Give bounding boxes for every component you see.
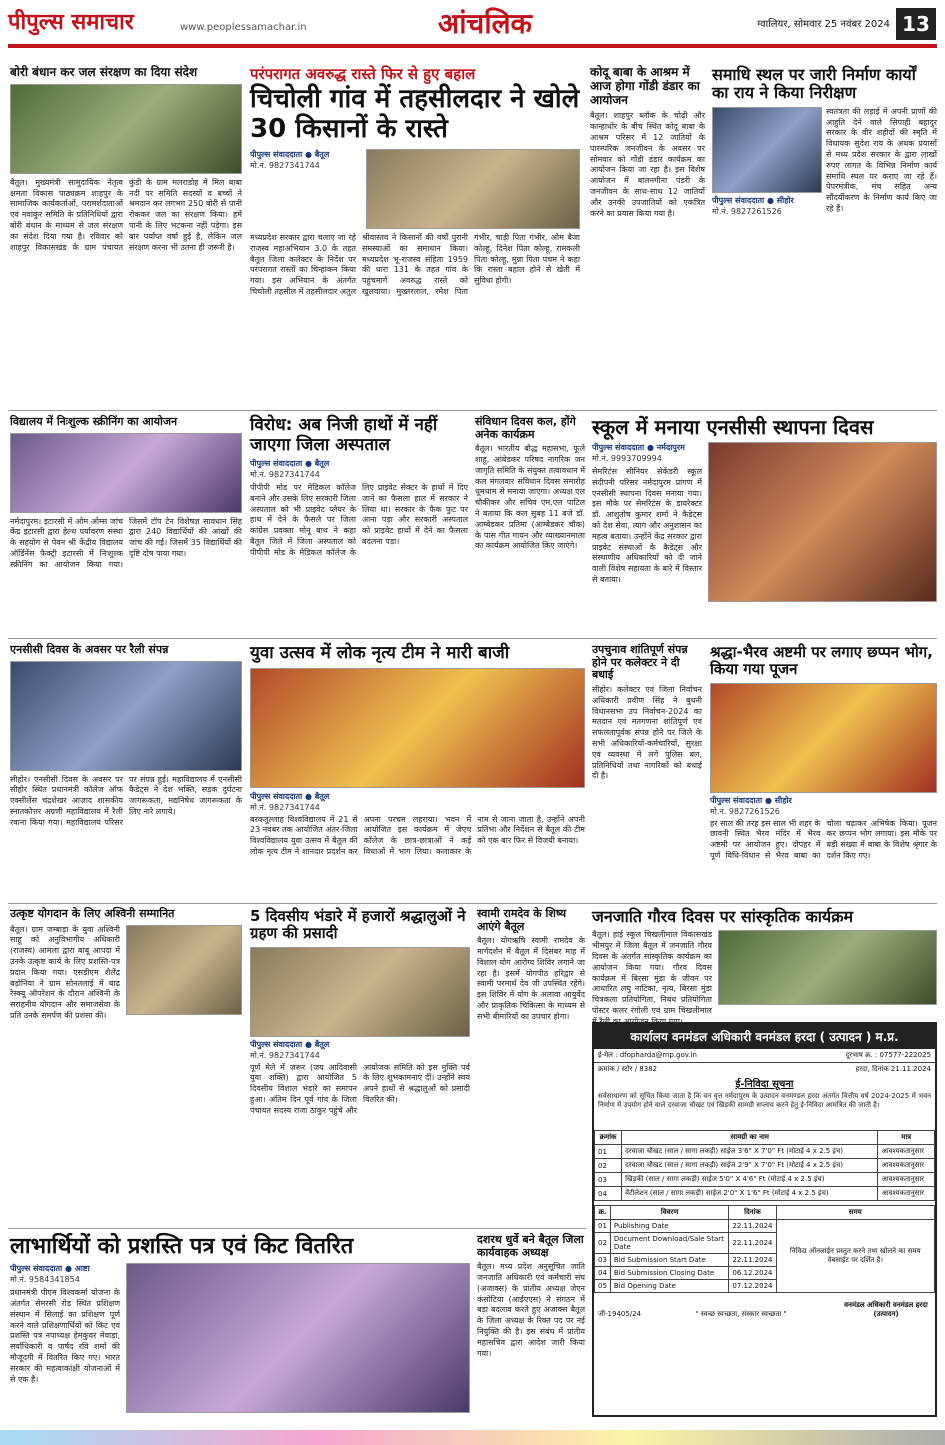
article-body: सेमरिटंस सीनियर सेकेंडरी स्कूल संदीपनी परिसर नर्मदापुरम प्रांगण में एनसीसी स्थापना दिवस मनाया गया। इस मौके पर सेमरिटंस के डायरेक्टर डॉ. आशुतोष कुमार शर्मा ने कैडेट्स को देश सेवा, त्याग और अनुशासन का महत्व बताया। उन्होंने केंद्र सरकार द्वारा प्राइवेट संस्थाओं के कैडेट्स और संस्थाणीय अधिकारियों को दी जाने वाली विशेष सहायता के बारे में विस्तार से बताया।	[592, 467, 702, 584]
article-body: स्वतंत्रता की लड़ाई में अपनी प्राणों की आहुति देने वाले सिपाही बहादुर सरकार के वीर शहीदों की स्मृति में विधायक सुदेश राय के अथक प्रयासों से मध्य प्रदेश सरकार के द्वारा लाखों रुपए लागत के विभिन्न निर्माण कार्य समाधि स्थल पर कराए जा रहे हैं। पेपरमंत्रीक, मंच सहित अन्य सौंदर्यीकरण के निर्माण कार्य किए जा रहे हैं।	[826, 106, 937, 213]
article-ramdev-disciples	[477, 908, 585, 1223]
article-samadhi-sthal	[712, 66, 937, 406]
article-body: प्रधानमंत्री पीएम विश्वकर्मा योजना के अंतर्गत सेमरसी रोड स्थित प्रशिक्षण संस्थान में सिलाई का प्रशिक्षण पूर्ण करने वाले प्रशिक्षणार्थियों को किट एवं प्रशस्ति पत्र नपाध्यक्ष हेमकुंवर मेवाड़ा, सर्वाधिकारी व पार्षद रवि शर्मा की मौजूदगी में वितरित किए गए। भारत सरकार की महत्वाकांक्षी योजनाओं में से एक है।	[10, 1288, 120, 1384]
cell: 02	[595, 1159, 622, 1173]
photo-screening	[10, 433, 242, 513]
cell: Bid Opening Date	[610, 1280, 728, 1293]
divider	[8, 638, 937, 639]
photo-inspection	[712, 107, 822, 193]
page-number: 13	[896, 8, 936, 40]
article-body: सीहोर। कलेक्टर एवं जिला निर्वाचन अधिकारी प्रवीण सिंह ने बुधनी विधानसभा उप निर्वाचन-2024 का मतदान एवं मतगणना शांतिपूर्ण एवं सफलतापूर्वक संपन्न होने पर जिले के सभी अधिकारियों-कर्मचारियों, सुरक्षा एवं व्यवस्था में लगे पुलिस बल, प्रतिनिधियों तथा नागरिकों को बधाई दी है।	[592, 684, 702, 781]
cell: Publishing Date	[610, 1220, 728, 1233]
byline: पीपुल्स संवाददाता ● बैतूल	[250, 150, 330, 160]
tender-title: कार्यालय वनमंडल अधिकारी वनमंडल हरदा ( उत्पादन ) म.प्र.	[594, 1024, 935, 1049]
byline: पीपुल्स संवाददाता ● बैतूल	[250, 1039, 330, 1049]
photo-beneficiaries	[126, 1263, 470, 1413]
article-bhairav-ashtami	[710, 644, 937, 899]
cell: 03	[595, 1173, 622, 1187]
photo-bhairav-idol	[710, 683, 937, 793]
article-body: मध्यप्रदेश सरकार द्वारा चलाए जा रहे राजस्व महाअभियान 3.0 के तहत बैतूल जिला कलेक्टर के निर्देश पर परंपरागत रास्तों का चिन्हांकन किया गया। इस अभियान के अंतर्गत चिचोली तहसील में तहसीलदार अतुल श्रीवास्तव ने किसानों की वर्षों पुरानी समस्याओं का समाधान किया। मध्यप्रदेश भू-राजस्व संहिता 1959 की धारा 131 के तहत गांव के पहुंचमार्ग अवरुद्ध रास्ते को खुलवाया। मुख्तरलाल, रमेश पिता गंभीर, चाड़ी पिता गंभीर, ओम बैजा कोल्हू, दिनेश पिता कोल्हू, रामकली पिता कोल्हू, मुन्ना पिता पंचम ने कहा कि रास्ता बहाल होने से खेती में सुविधा होगी।	[250, 233, 580, 297]
tender-ref: क्रमांक / स्टोर / 8382	[598, 1065, 658, 1073]
headline: उपचुनाव शांतिपूर्ण संपन्न होने पर कलेक्टर ने दी बधाई	[592, 643, 688, 682]
article-eye-screening	[10, 416, 242, 634]
article-body: पूर्ण मेले में ज़रूर (जय आदिवासी युवा शक्ति) द्वारा आयोजित 5 दिवसीय विशाल भंडारे का समापन हुआ। अंतिम दिन पूर्व गांव के जिला पंचायत सदस्य राजा ठाकुर पहुंचे और आयोजक समिति को इस मुक्ति पर्व के लिए शुभकामनाएं दीं। उन्होंने स्वयं अपने हाथों से श्रद्धालुओं को प्रसादी वितरित की।	[250, 1062, 470, 1115]
article-kodu-baba	[590, 66, 705, 406]
cell: दरवाजा चौखट (साल / सागा लकड़ी) साईज 3'6" X 7'0" Ft (मोटाई 4 x 2.5 इंच)	[622, 1145, 878, 1159]
mobile: मो.नं. 9827341744	[250, 470, 320, 480]
cell: 02	[595, 1233, 611, 1254]
mobile: मो.नं. 9993709994	[592, 454, 662, 463]
article-body: नर्मदापुरम। इटारसी में ओम ओम्स जांच केंद्र इटारसी द्वारा हेल्थ पर्यावरण संस्था के सहयोग से पेवन श्री केंद्रीय विद्यालय ऑर्डिनेंस फैक्ट्री इटारसी में निःशुल्क स्क्रीनिंग का आयोजन किया गया। जिसमें टॉप टेन विशेषज्ञ सावधान सिंह द्वारा 240 विद्यार्थियों की आंखों की जांच की गई। जिसमें 35 विद्यार्थियों की दृष्टि दोष पाया गया।	[10, 516, 242, 569]
col-header: क्रमांक	[595, 1131, 622, 1145]
cell: दरवाजा चौखट (साल / सागा लकड़ी) साईज 2'9" X 7'0" Ft (मोटाई 4 x 2.5 इंच)	[622, 1159, 878, 1173]
cell: 22.11.2024	[729, 1220, 776, 1233]
tender-notice-title: ई-निविदा सूचना	[735, 1079, 794, 1090]
mobile: मो.नं. 9827341744	[250, 802, 320, 812]
mobile: मो.नं. 9827341744	[250, 161, 320, 171]
article-body: बैतूल। शाहपुर ब्लॉक के चोढ़ी और कान्हाधोर के बीच स्थित कोदू बाबा के आश्रम परिसर में 12 जातियों के पारम्परिक जनजीवन के अवसर पर सोमवार को गोंडी डंडार कार्यक्रम का आयोजन किया जा रहा है। इस विशेष आयोजन में बालनगीना पंडरी के जनजीवन के साथ-साथ 12 जातियों और उनकी उपजातियों को एकत्रित करने का प्रयास किया गया है।	[590, 111, 705, 218]
byline: पीपुल्स संवाददाता ● बैतूल	[250, 459, 330, 469]
byline: पीपुल्स संवाददाता ● आष्टा	[10, 1264, 90, 1274]
divider	[8, 410, 937, 411]
tender-items-table	[594, 1130, 935, 1201]
byline: पीपुल्स संवाददाता ● सीहोर	[710, 795, 792, 805]
divider	[8, 903, 937, 904]
tender-intro: सर्वसाधारण को सूचित किया जाता है कि वन वृत्त नर्मदापुरम के उत्पादन वनमण्डल हरदा अंतर्गत वित्तीय वर्ष 2024-2025 में भवन निर्माण में उपयोग होने वाले दरवाजा चौखट एवं खिड़की सामग्री सप्लाय करने हेतु ई-निविदा आमंत्रित की जाती है।	[598, 1092, 931, 1110]
article-ashwini-honored	[10, 908, 242, 1223]
col-header: दिनांक	[729, 1206, 776, 1220]
tender-signature: वनमंडल अधिकारी वनमंडल हरदा (उत्पादन)	[844, 1301, 928, 1318]
headline: युवा उत्सव में लोक नृत्य टीम ने मारी बाजी	[250, 643, 510, 663]
headline: कोदू बाबा के आश्रम में आज होगा गोंडी डंडार का आयोजन	[590, 65, 700, 107]
tender-email[interactable]: ई-मेल : dfopharda@mp.gov.in	[598, 1051, 697, 1059]
photo-certificate	[126, 925, 242, 1015]
table-row	[595, 1159, 935, 1173]
col-header: विवरण	[610, 1206, 728, 1220]
section-title: आंचलिक	[437, 7, 533, 40]
cell: 22.11.2024	[729, 1254, 776, 1267]
cell: आवश्यकतानुसार	[878, 1159, 935, 1173]
article-chicholi-roads	[250, 66, 580, 406]
article-body: बैतूल। हाई स्कूल चिखलीमाल विकासखंड भीमपुर में जिला बैतूल में जनजाति गौरव दिवस के अंतर्गत सांस्कृतिक कार्यक्रम का आयोजन किया गया। गौरव दिवस कार्यक्रम में बिरसा मुंडा के जीवन पर आधारित लघु नाटिका, नृत्य, बिरसा मुंडा चित्रकला प्रतियोगिता, निबंध प्रतियोगिता पोस्टर कलर रंगोली एवं ग्राम चिखलीमाल	[592, 930, 712, 1015]
masthead-logo: पीपुल्स समाचार	[8, 10, 134, 35]
article-ncc-foundation	[592, 416, 937, 634]
headline: स्वामी रामदेव के शिष्य आएंगे बैतूल	[477, 907, 567, 933]
article-body: सीहोर। एनसीसी दिवस के अवसर पर सीहोर स्थित प्रधानमंत्री कॉलेज ऑफ एक्सीलेंस चंद्रशेखर आज़ाद शासकीय स्नातकोत्तर अग्रणी महाविद्यालय में रैली रवाना किया गया। महाविद्यालय परिसर पर संपन्न हुई। महाविद्यालय में एनसीसी कैडेट्स ने देश भक्ति, सड़क दुर्घटना जागरूकता, मद्यनिषेध जागरूकता के लिए नारे लगाये।	[10, 774, 242, 827]
photo-ncc-rally	[10, 661, 242, 771]
byline: पीपुल्स संवाददाता ● सीहोर	[712, 195, 794, 205]
col-header: क्र.	[595, 1206, 611, 1220]
byline: पीपुल्स संवाददाता ● बैतूल	[250, 791, 330, 801]
mobile: मो.नं. 9827261526	[710, 806, 780, 816]
photo-prasadi	[250, 947, 470, 1037]
cell: वेंटीलेशन (साल / सागा लकड़ी) साईज 2'0" X 1'6" Ft (मोटाई 4 x 2.5 इंच)	[622, 1187, 878, 1201]
headline: जनजाति गौरव दिवस पर सांस्कृतिक कार्यक्रम	[592, 907, 854, 926]
article-body: बैतूल। मुख्यमंत्री सामुदायिक नेतृत्व क्षमता विकास पाठ्यक्रम शाहपुर के सामाजिक कार्यकर्ताओं, परामर्शदाताओं एवं नवांकुर समिति के प्रतिनिधियों द्वारा बोरी बंधान के माध्यम से जल संरक्षण का संदेश दिया गया है। रविवार को शाहपुर विकासखंड के ग्राम पंचायत कुंडी के ग्राम मलराडोह में मिल बाबा नदी पर समिति सदस्यों व बच्चों ने श्रमदान कर लगभग 250 बोरी से पानी रोककर जल का संरक्षण किया। हमें पानी के लिए भटकना नहीं पड़ेगा। इस बार पर्याप्त वर्षा हुई है, लेकिन जल संरक्षण करना भी उतना ही जरूरी है।	[10, 177, 242, 252]
cell: Document Download/Sale Start Date	[610, 1233, 728, 1254]
article-body: बैतूल। मध्य प्रदेश अनुसूचित जाति जनजाति अधिकारी एवं कर्मचारी संघ (अजाक्स) के प्रांतीय अध्यक्ष जेएन कंसोटिया (आईएएस) ने संगठन में बड़ा बदलाव करते हुए अजाक्स बैतूल के जिला अध्यक्ष के रिक्त पद पर नई नियुक्ति की है। इस संबंध में प्रांतीय महासचिव द्वारा आदेश जारी किया गया।	[477, 1262, 585, 1358]
photo-folk-dance-team	[250, 668, 585, 788]
table-row	[595, 1145, 935, 1159]
table-row	[595, 1220, 935, 1233]
headline: समाधि स्थल पर जारी निर्माण कार्यों का राय ने किया निरीक्षण	[712, 65, 916, 103]
article-ajaks-president	[477, 1234, 585, 1424]
article-election-congrats	[592, 644, 702, 899]
cell: 03	[595, 1254, 611, 1267]
article-body: पीपीपी मोड पर मेडिकल कॉलेज बनाने और उसके लिए सरकारी जिला अस्पताल को भी प्राइवेट प्लेयर के हाथ में देने के फैसले पर जिला कांग्रेस प्रवक्ता मोनू बाथ ने कहा बैतूल जिले में जिला अस्पताल को पीपीपी मोड के मेडिकल कॉलेज के लिए प्राइवेट सेक्टर के हाथों में दिए जाने का फैसला हाल में सरकार ने लिया था। सरकार के फैक फुट पर आना पड़ा और सरकारी अस्पताल को प्राइवेट हाथों में देने का फैसला बदलना पड़ा।	[250, 483, 468, 557]
headline: लाभार्थियों को प्रशस्ति पत्र एवं किट वितरित	[10, 1234, 354, 1259]
headline: उत्कृष्ट योगदान के लिए अश्विनी सम्मानित	[10, 907, 175, 920]
article-vishwakarma-kits	[10, 1234, 470, 1424]
table-row	[595, 1173, 935, 1187]
cell: आवश्यकतानुसार	[878, 1187, 935, 1201]
headline: चिचोली गांव में तहसीलदार ने खोले 30 किसानों के रास्ते	[250, 84, 580, 145]
cell: 06.12.2024	[729, 1267, 776, 1280]
article-body: बैतूल। ग्राम जम्बाड़ा के युवा अश्विनी साहू को अनुविभागीय अधिकारी (राजस्व) आमला द्वारा बाबू आपदा में उनके उत्कृष्ट कार्य के लिए प्रशस्ति-पत्र प्रदान किया गया। एसडीएम शैलेंद्र बड़ोनिया ने ग्राम सोनतलाई में बाढ़ रेस्क्यू ऑपरेशन के दौरान अश्विनी के सराहनीय योगदान और समाजसेवा के प्रति उनके समर्पण की प्रशंसा की।	[10, 924, 120, 1021]
tender-phone: दूरभाष क्र. : 07577-222025	[845, 1051, 931, 1059]
mobile: मो.नं. 9584341854	[10, 1275, 80, 1285]
cell: खिड़की (साल / सागा लकड़ी) साईज 5'0" X 4'6" Ft (मोटाई 4 x 2.5 इंच)	[622, 1173, 878, 1187]
article-janjati-gaurav	[592, 908, 937, 1018]
col-header: सामग्री का नाम	[622, 1131, 878, 1145]
cell: 01	[595, 1145, 622, 1159]
divider	[8, 1228, 586, 1229]
headline: विद्यालय में निःशुल्क स्क्रीनिंग का आयोजन	[10, 415, 178, 428]
article-folk-dance	[250, 644, 585, 899]
mobile: मो.नं. 9827341744	[250, 1050, 320, 1060]
cell: 04	[595, 1187, 622, 1201]
col-header: समय	[776, 1206, 935, 1220]
cell: 05	[595, 1280, 611, 1293]
cell: 07.12.2024	[729, 1280, 776, 1293]
tender-notice	[592, 1022, 937, 1417]
cell: Bid Submission Closing Date	[610, 1267, 728, 1280]
mobile: मो.नं. 9827261526	[712, 206, 782, 216]
headline: एनसीसी दिवस के अवसर पर रैली संपन्न	[10, 643, 169, 656]
article-body: हर साल की तरह इस साल भी शहर के छावनी स्थित भैरव मंदिर में भैरव अष्टमी पर आयोजन हुए। दोपहर में पूर्ण विधि-विधान से भैरव बाबा का चोला चढ़ाकर अभिषेक किया। पूजन कर छप्पन भोग लगाया। इस मौके पर बड़ी संख्या में बाबा के विशेष श्रृंगार के दर्शन किए गए।	[710, 818, 937, 860]
time-note: निविदा ऑनलाईन प्रस्तुत करने तथा खोलने का समय वेबसाईट पर दर्शित है।	[776, 1220, 935, 1293]
article-body: बैतूल। योगऋषि स्वामी रामदेव के मार्गदर्शन में बैतूल में दिसंबर माह में विशाल योग आरोग्य शिविर लगाने जा रहा है। इसमें योगपीठ हरिद्वार से स्वामी परमार्थ देव जी उपस्थित रहेंगे। इस शिविर में योग के अलावा आयुर्वेद और प्राकृतिक चिकित्सा के माध्यम से सभी बीमारियों का उपचार होगा।	[477, 936, 585, 1021]
cell: 01	[595, 1220, 611, 1233]
headline: बोरी बंधान कर जल संरक्षण का दिया संदेश	[10, 65, 198, 79]
tender-schedule-table	[594, 1205, 935, 1293]
tender-date: हरदा, दिनांक 21.11.2024	[855, 1065, 931, 1073]
cell: 04	[595, 1267, 611, 1280]
photo-cultural-program	[718, 930, 937, 1005]
byline: पीपुल्स संवाददाता ● नर्मदापुरम	[592, 443, 685, 452]
table-row	[595, 1187, 935, 1201]
masthead-url[interactable]: www.peoplessamachar.in	[180, 22, 307, 33]
cell: 22.11.2024	[729, 1233, 776, 1254]
col-header: मात्र	[878, 1131, 935, 1145]
article-body: बरकतुल्लाह विश्वविद्यालय में 21 से 23 नवंबर तक आयोजित अंतर-जिला विश्वविद्यालय युवा उत्सव में बैतूल की लोक नृत्य टीम ने शानदार प्रदर्शन कर अपना परचम लहराया। भवन में आयोजित इस कार्यक्रम में जेएच कॉलेज के छात्र-छात्राओं ने कई विधाओं में भाग लिया। कलाकार के नाम से जाना जाता है, उन्होंने अपनी प्रतिभा और निर्देशन से बैतूल की टीम को एक बार फिर से विजयी बनाया।	[250, 814, 585, 856]
headline: श्रद्धा-भैरव अष्टमी पर लगाए छप्पन भोग, किया गया पूजन	[710, 643, 933, 679]
headline: विरोध: अब निजी हाथों में नहीं जाएगा जिला अस्पताल	[250, 415, 438, 455]
cell: आवश्यकतानुसार	[878, 1145, 935, 1159]
issue-date: ग्वालियर, सोमवार 25 नवंबर 2024	[757, 19, 890, 30]
kicker: परंपरागत अवरुद्ध रास्ते फिर से हुए बहाल	[250, 65, 476, 83]
headline: 5 दिवसीय भंडारे में हजारों श्रद्धालुओं ने ग्रहण की प्रसादी	[250, 907, 466, 943]
cell: आवश्यकतानुसार	[878, 1173, 935, 1187]
masthead-rule	[8, 44, 937, 48]
photo-ncc-cadets	[708, 442, 937, 602]
photo-water-conservation	[10, 84, 242, 174]
article-bhandara	[250, 908, 470, 1223]
headline: स्कूल में मनाया एनसीसी स्थापना दिवस	[592, 415, 874, 439]
cell: Bid Submission Start Date	[610, 1254, 728, 1267]
article-body: बैतूल। भारतीय बौद्ध महासभा, फूले शाहू, आंबेडकर परिषद नागरिक जन जागृति समिति के संयुक्त तत्वावधान में कल मंगलवार संविधान दिवस समारोह धूमधाम से मनाया जाएगा। अध्यक्ष एल चौकीकर और सचिव एम.एल पाटिल ने बताया कि कल सुबह 11 बजे डॉ. आम्बेडकर प्रतिमा (आम्बेडकर चौक) के पास गीत गायन और व्याख्यानमाला का कार्यक्रम आयोजित किए जाएंगे।	[475, 444, 585, 551]
tender-slogan: " स्वच्छ स्वच्छता, संस्कार स्वच्छता "	[695, 1310, 787, 1318]
print-registration-bar	[0, 1430, 945, 1445]
tender-code: जी-19405/24	[598, 1310, 642, 1318]
photo-tehsildar	[366, 149, 580, 229]
article-water-conservation	[10, 66, 242, 406]
article-samvidhan-diwas	[475, 416, 585, 634]
headline: संविधान दिवस कल, होंगे अनेक कार्यक्रम	[475, 415, 576, 441]
article-ncc-rally	[10, 644, 242, 899]
article-hospital-protest	[250, 416, 468, 634]
headline: दशरथ धुर्वे बने बैतूल जिला कार्यवाहक अध्यक्ष	[477, 1233, 584, 1259]
